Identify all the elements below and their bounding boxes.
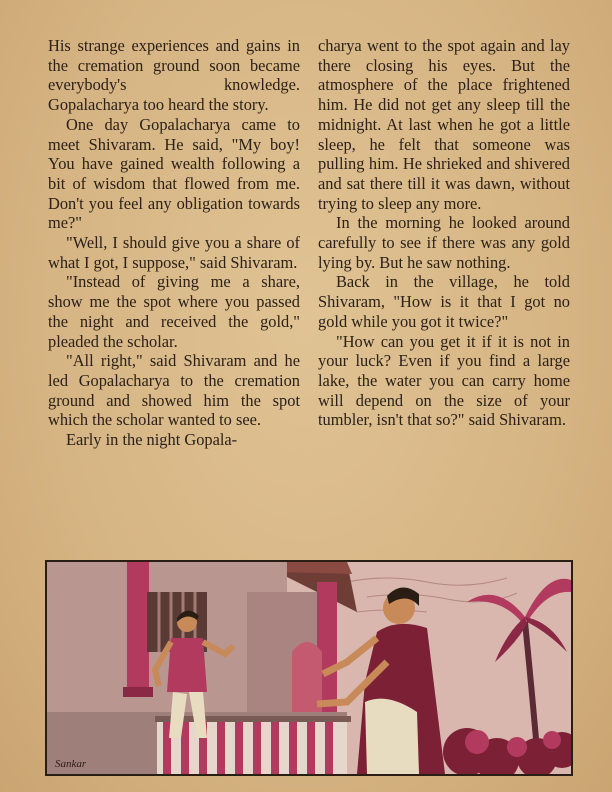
story-illustration — [45, 560, 573, 776]
paragraph: Early in the night Gopala- — [66, 430, 238, 450]
paragraph: "All right," said Shivaram and he led Gopalacharya to the cremation ground and showed him the spot which the scholar wanted to see. — [48, 351, 300, 430]
text-column-left — [48, 36, 300, 450]
paragraph: "How can you get it if it is not in your luck? Even if you find a large lake, the water you can carry home will depend on the size of your tumbler, isn't that so?" said Shivaram. — [318, 331, 570, 430]
paragraph: Back in the village, he told Shivaram, "How is it that I got no gold while you got it twice?" — [318, 272, 570, 331]
text-column-right — [318, 36, 570, 430]
illustration-scene — [47, 562, 571, 774]
artist-signature: Sankar — [55, 758, 87, 770]
paragraph: "Well, I should give you a share of what I got, I suppose," said Shivaram. — [48, 233, 300, 272]
paragraph: "Instead of giving me a share, show me the spot where you passed the night and received the gold," pleaded the scholar. — [48, 272, 300, 351]
paragraph: His strange experiences and gains in the cremation ground soon became everybody's knowledge. Gopalacharya too heard the story. — [48, 36, 300, 115]
pillar-left — [127, 562, 149, 692]
paragraph: One day Gopalacharya came to meet Shivaram. He said, "My boy! You have gained wealth following a bit of wisdom that flowed from me. Don't you feel any obligation towards me?" — [48, 114, 300, 233]
paragraph: In the morning he looked around carefully to see if there was any gold lying by. But he saw nothing. — [318, 213, 570, 272]
paragraph: charya went to the spot again and lay there closing his eyes. But the atmosphere of the place frightened him. He did not get any sleep till the midnight. At last when he got a little sleep, he felt that someone was pulling him. He shrieked and shivered and sat there till it was dawn, without trying to sleep any more. — [318, 36, 570, 213]
